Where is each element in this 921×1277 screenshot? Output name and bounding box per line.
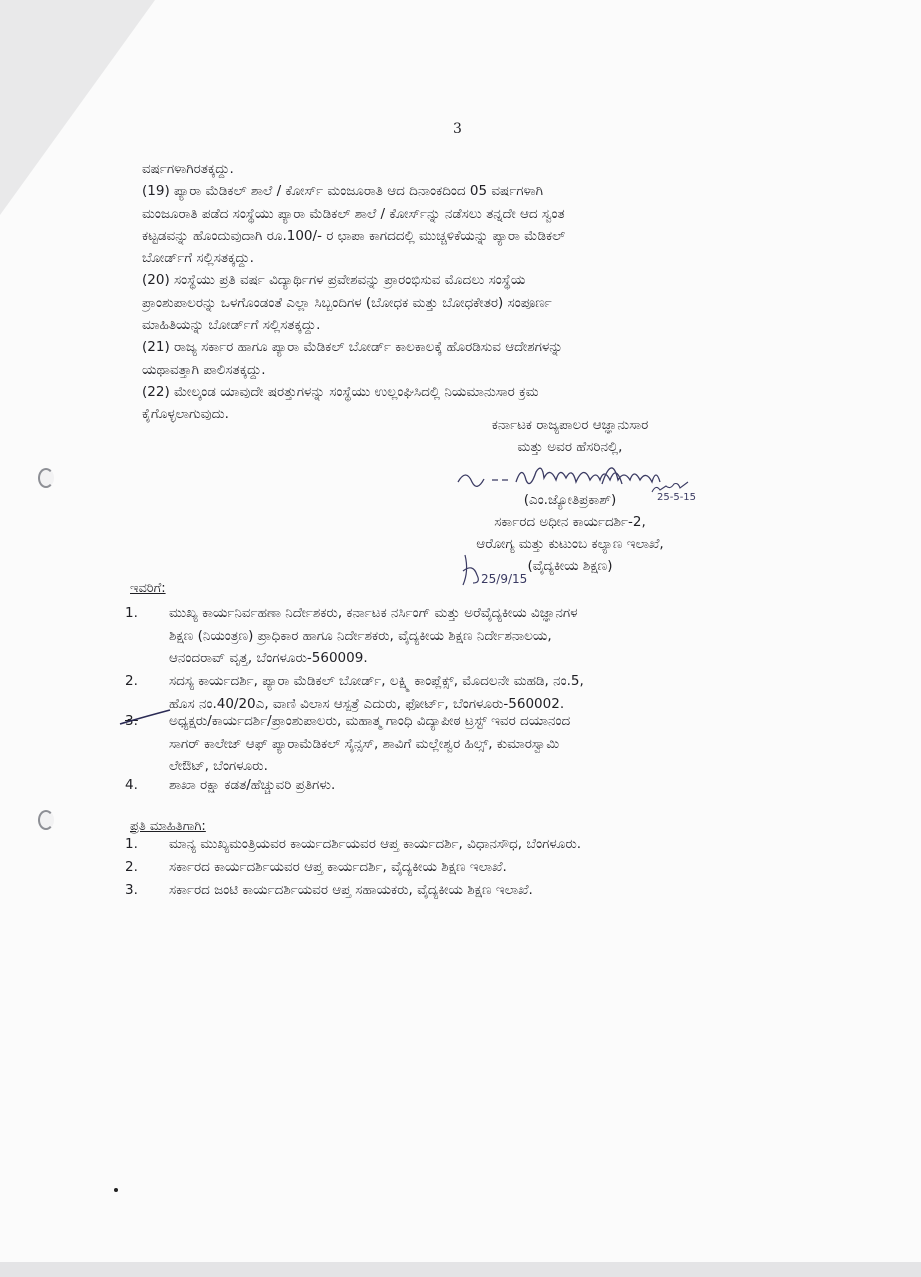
signatory-title: ಸರ್ಕಾರದ ಅಧೀನ ಕಾರ್ಯದರ್ಶಿ-2, <box>494 514 646 530</box>
paragraph-line: ಯಥಾವತ್ತಾಗಿ ಪಾಲಿಸತಕ್ಕದ್ದು. <box>142 361 266 378</box>
pen-strike-mark <box>118 700 178 730</box>
punch-hole <box>38 810 54 830</box>
item-number: 2. <box>125 673 138 689</box>
page-number: 3 <box>453 121 462 137</box>
paragraph-line: (22) ಮೇಲ್ಕಂಡ ಯಾವುದೇ ಷರತ್ತುಗಳನ್ನು ಸಂಸ್ಥೆಯು ಉಲ್ಲಂಘಿಸಿದಲ್ಲಿ ನಿಯಮಾನುಸಾರ ಕ್ರಮ <box>142 383 539 400</box>
order-line-2: ಮತ್ತು ಅವರ ಹೆಸರಿನಲ್ಲಿ, <box>517 439 623 455</box>
item-line: ಅಧ್ಯಕ್ಷರು/ಕಾರ್ಯದರ್ಶಿ/ಪ್ರಾಂಶುಪಾಲರು, ಮಹಾತ್ಮ ಗಾಂಧಿ ವಿದ್ಯಾಪೀಠ ಟ್ರಸ್ಟ್ ಇವರ ದಯಾನಂದ <box>169 713 571 729</box>
paragraph-line: (19) ಪ್ಯಾರಾ ಮೆಡಿಕಲ್ ಶಾಲೆ / ಕೋರ್ಸ್ ಮಂಜೂರಾತಿ ಆದ ದಿನಾಂಕದಿಂದ 05 ವರ್ಷಗಳಾಗಿ <box>142 183 544 200</box>
paragraph-line: ಮಾಹಿತಿಯನ್ನು ಬೋರ್ಡ್‌ಗೆ ಸಲ್ಲಿಸತಕ್ಕದ್ದು. <box>142 317 321 334</box>
item-line: ಸರ್ಕಾರದ ಜಂಟಿ ಕಾರ್ಯದರ್ಶಿಯವರ ಆಪ್ತ ಸಹಾಯಕರು, ವೈದ್ಯಕೀಯ ಶಿಕ್ಷಣ ಇಲಾಖೆ. <box>169 882 533 898</box>
conditions-paragraph <box>142 158 802 426</box>
signature-date: 25-5-15 <box>657 492 697 502</box>
item-line: ಶಾಖಾ ರಕ್ಷಾ ಕಡತ/ಹೆಚ್ಚುವರಿ ಪ್ರತಿಗಳು. <box>169 777 336 793</box>
signatory-section: (ವೈದ್ಯಕೀಯ ಶಿಕ್ಷಣ) <box>527 558 613 574</box>
to-heading: ಇವರಿಗೆ: <box>130 581 166 596</box>
punch-hole <box>38 468 54 488</box>
paragraph-line: ಪ್ರಾಂಶುಪಾಲರನ್ನು ಒಳಗೊಂಡಂತೆ ಎಲ್ಲಾ ಸಿಬ್ಬಂದಿಗಳ (ಬೋಧಕ ಮತ್ತು ಬೋಧಕೇತರ) ಸಂಪೂರ್ಣ <box>142 294 552 311</box>
item-line: ಲೇಔಟ್, ಬೆಂಗಳೂರು. <box>169 758 268 774</box>
paragraph-line: ಮಂಜೂರಾತಿ ಪಡೆದ ಸಂಸ್ಥೆಯು ಪ್ಯಾರಾ ಮೆಡಿಕಲ್ ಶಾಲೆ / ಕೋರ್ಸ್‌ನ್ನು ನಡೆಸಲು ತನ್ನದೇ ಆದ ಸ್ವಂತ <box>142 205 565 222</box>
item-number: 3. <box>125 713 138 729</box>
signatory-dept: ಆರೋಗ್ಯ ಮತ್ತು ಕುಟುಂಬ ಕಲ್ಯಾಣ ಇಲಾಖೆ, <box>476 536 664 552</box>
item-line: ಮುಖ್ಯ ಕಾರ್ಯನಿರ್ವಹಣಾ ನಿರ್ದೇಶಕರು, ಕರ್ನಾಟಕ ನರ್ಸಿಂಗ್ ಮತ್ತು ಅರೆವೈದ್ಯಕೀಯ ವಿಜ್ಞಾನಗಳ <box>169 605 578 621</box>
item-line: ಶಿಕ್ಷಣ (ನಿಯಂತ್ರಣ) ಪ್ರಾಧಿಕಾರ ಹಾಗೂ ನಿರ್ದೇಶಕರು, ವೈದ್ಯಕೀಯ ಶಿಕ್ಷಣ ನಿರ್ದೇಶನಾಲಯ, <box>169 627 552 644</box>
paragraph-line: ಕೈಗೊಳ್ಳಲಾಗುವುದು. <box>142 406 229 423</box>
paragraph-line: ಕಟ್ಟಡವನ್ನು ಹೊಂದುವುದಾಗಿ ರೂ.100/- ರ ಛಾಪಾ ಕಾಗದದಲ್ಲಿ ಮುಚ್ಚಳಿಕೆಯನ್ನು ಪ್ಯಾರಾ ಮೆಡಿಕಲ್ <box>142 227 566 244</box>
item-number: 4. <box>125 777 138 793</box>
signatory-name: (ಎಂ.ಜ್ಯೋತಿಪ್ರಕಾಶ್) <box>523 492 617 508</box>
ink-dot <box>114 1188 118 1192</box>
item-number: 1. <box>125 605 138 621</box>
paragraph-line: (21) ರಾಜ್ಯ ಸರ್ಕಾರ ಹಾಗೂ ಪ್ಯಾರಾ ಮೆಡಿಕಲ್ ಬೋರ್ಡ್ ಕಾಲಕಾಲಕ್ಕೆ ಹೊರಡಿಸುವ ಆದೇಶಗಳನ್ನು <box>142 339 563 356</box>
paragraph-line: (20) ಸಂಸ್ಥೆಯು ಪ್ರತಿ ವರ್ಷ ವಿದ್ಯಾರ್ಥಿಗಳ ಪ್ರವೇಶವನ್ನು ಪ್ರಾರಂಭಿಸುವ ಮೊದಲು ಸಂಸ್ಥೆಯ <box>142 272 526 289</box>
item-line: ಸಾಗರ್ ಕಾಲೇಜ್ ಆಫ್ ಪ್ಯಾರಾಮೆಡಿಕಲ್ ಸೈನ್ಸಸ್, ಶಾವಿಗೆ ಮಲ್ಲೇಶ್ವರ ಹಿಲ್ಸ್, ಕುಮಾರಸ್ವಾಮಿ <box>169 735 560 752</box>
scan-edge <box>0 1262 921 1277</box>
initials-date: 25/9/15 <box>481 572 528 586</box>
copy-heading: ಪ್ರತಿ ಮಾಹಿತಿಗಾಗಿ: <box>130 819 206 834</box>
paragraph-line: ಬೋರ್ಡ್‌ಗೆ ಸಲ್ಲಿಸತಕ್ಕದ್ದು. <box>142 250 254 267</box>
item-line: ಆನಂದರಾವ್ ವೃತ್ತ, ಬೆಂಗಳೂರು-560009. <box>169 650 368 666</box>
item-number: 3. <box>125 882 138 898</box>
item-number: 2. <box>125 859 138 875</box>
order-line-1: ಕರ್ನಾಟಕ ರಾಜ್ಯಪಾಲರ ಆಜ್ಞಾನುಸಾರ <box>491 417 649 433</box>
item-line: ಸದಸ್ಯ ಕಾರ್ಯದರ್ಶಿ, ಪ್ಯಾರಾ ಮೆಡಿಕಲ್ ಬೋರ್ಡ್, ಲಕ್ಷ್ಮಿ ಕಾಂಪ್ಲೆಕ್ಸ್, ಮೊದಲನೇ ಮಹಡಿ, ನಂ.5, <box>169 673 584 689</box>
paragraph-line: ವರ್ಷಗಳಾಗಿರತಕ್ಕದ್ದು. <box>142 161 234 177</box>
item-line: ಮಾನ್ಯ ಮುಖ್ಯಮಂತ್ರಿಯವರ ಕಾರ್ಯದರ್ಶಿಯವರ ಆಪ್ತ ಕಾರ್ಯದರ್ಶಿ, ವಿಧಾನಸೌಧ, ಬೆಂಗಳೂರು. <box>169 836 582 852</box>
item-line: ಹೊಸ ನಂ.40/20ಎ, ವಾಣಿ ವಿಲಾಸ ಆಸ್ಪತ್ರೆ ಎದುರು, ಫೋರ್ಟ್, ಬೆಂಗಳೂರು-560002. <box>169 695 565 712</box>
initials-mark <box>455 551 565 589</box>
item-number: 1. <box>125 836 138 852</box>
item-line: ಸರ್ಕಾರದ ಕಾರ್ಯದರ್ಶಿಯವರ ಆಪ್ತ ಕಾರ್ಯದರ್ಶಿ, ವೈದ್ಯಕೀಯ ಶಿಕ್ಷಣ ಇಲಾಖೆ. <box>169 859 507 875</box>
